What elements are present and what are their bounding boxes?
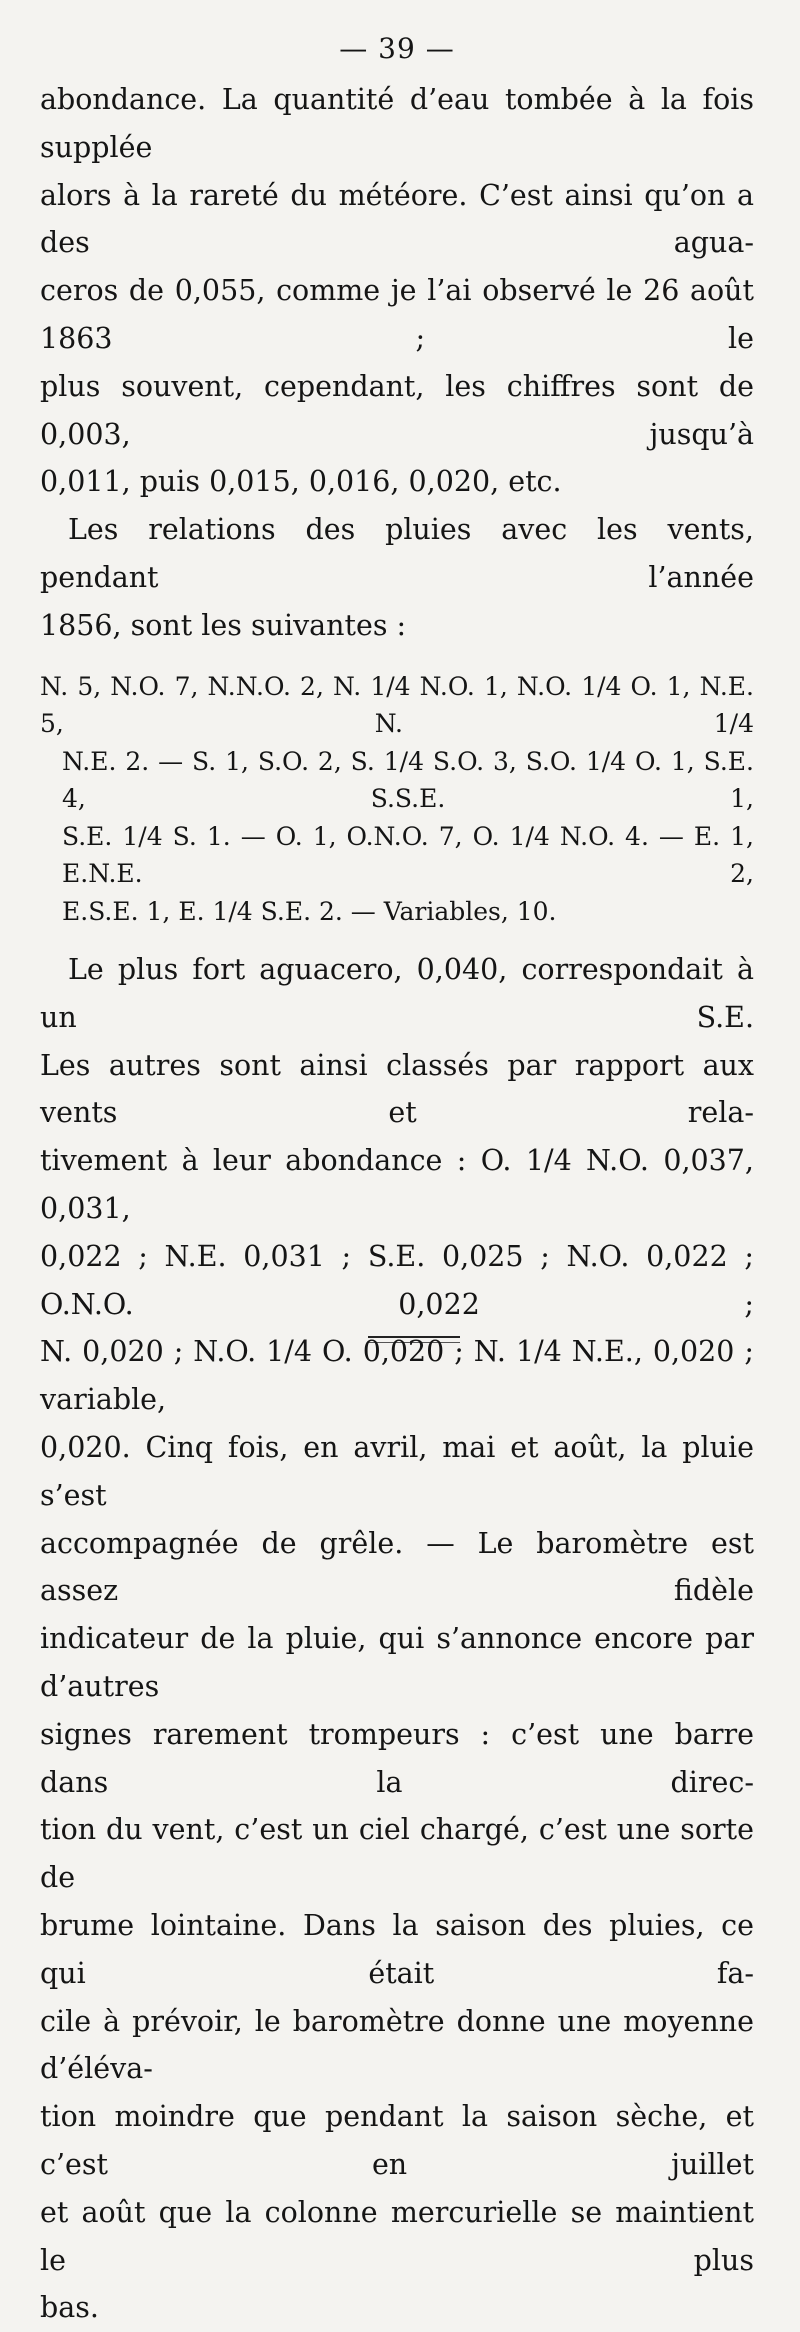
text-line: 0,020. Cinq fois, en avril, mai et août, la pluie s’est: [40, 1431, 754, 1512]
wind-line: N.E. 2. — S. 1, S.O. 2, S. 1/4 S.O. 3, S.O. 1/4 O. 1, S.E. 4, S.S.E. 1,: [62, 746, 754, 814]
text-line: 0,011, puis 0,015, 0,016, 0,020, etc.: [40, 465, 562, 499]
text-line: 0,022 ; N.E. 0,031 ; S.E. 0,025 ; N.O. 0,022 ; O.N.O. 0,022 ;: [40, 1239, 754, 1321]
wind-line: S.E. 1/4 S. 1. — O. 1, O.N.O. 7, O. 1/4 N.O. 4. — E. 1, E.N.E. 2,: [62, 821, 754, 889]
text-line: signes rarement trompeurs : c’est une barre dans la direc-: [40, 1717, 754, 1799]
book-page: [40, 24, 754, 2332]
text-line: ceros de 0,055, comme je l’ai observé le 26 août 1863 ; le: [40, 274, 754, 355]
paragraph-rainfall-quantity: [40, 76, 754, 506]
text-line: cile à prévoir, le baromètre donne une moyenne d’éléva-: [40, 2004, 754, 2086]
text-line: 1856, sont les suivantes :: [40, 608, 407, 642]
paragraph-aguacero-classification: [40, 946, 754, 2332]
text-line: Les autres sont ainsi classés par rapport aux vents et rela-: [40, 1048, 754, 1130]
text-line: tion moindre que pendant la saison sèche, et c’est en juillet: [40, 2100, 754, 2181]
text-line: Le plus fort aguacero, 0,040, correspondait à un S.E.: [40, 953, 754, 1034]
wind-frequency-list: [40, 668, 754, 931]
text-line: plus souvent, cependant, les chiffres sont de 0,003, jusqu’à: [40, 369, 754, 451]
text-line: accompagnée de grêle. — Le baromètre est assez fidèle: [40, 1526, 754, 1608]
text-line: bas.: [40, 2291, 99, 2325]
text-line: Les relations des pluies avec les vents, pendant l’année: [40, 513, 754, 594]
text-line: N. 0,020 ; N.O. 1/4 O. 0,020 ; N. 1/4 N.E., 0,020 ; variable,: [40, 1335, 754, 1417]
text-line: et août que la colonne mercurielle se maintient le plus: [40, 2195, 754, 2277]
text-line: tivement à leur abondance : O. 1/4 N.O. 0,037, 0,031,: [40, 1144, 754, 1226]
paragraph-rain-wind-relations: [40, 506, 754, 649]
text-line: indicateur de la pluie, qui s’annonce encore par d’autres: [40, 1622, 754, 1704]
wind-line: N. 5, N.O. 7, N.N.O. 2, N. 1/4 N.O. 1, N.O. 1/4 O. 1, N.E. 5, N. 1/4: [40, 671, 754, 739]
text-line: abondance. La quantité d’eau tombée à la fois supplée: [40, 83, 754, 164]
page-number: — 39 —: [339, 32, 455, 65]
text-line: tion du vent, c’est un ciel chargé, c’est une sorte de: [40, 1813, 754, 1895]
wind-line: E.S.E. 1, E. 1/4 S.E. 2. — Variables, 10.: [62, 896, 557, 926]
text-line: brume lointaine. Dans la saison des pluies, ce qui était fa-: [40, 1909, 754, 1990]
text-line: alors à la rareté du météore. C’est ainsi qu’on a des agua-: [40, 178, 754, 260]
